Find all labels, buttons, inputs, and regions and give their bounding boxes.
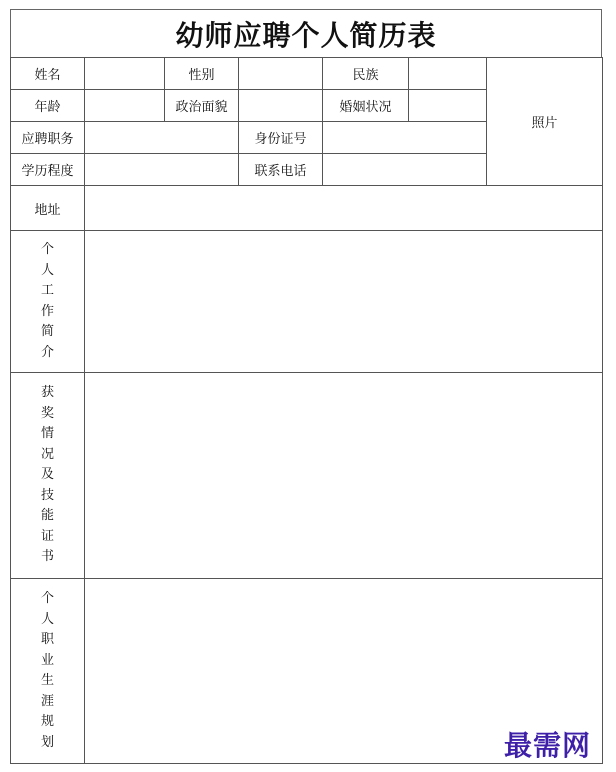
input-political-status[interactable] bbox=[239, 90, 323, 122]
input-address[interactable] bbox=[85, 186, 603, 231]
input-awards[interactable] bbox=[85, 373, 603, 579]
label-position: 应聘职务 bbox=[11, 122, 85, 154]
label-marital-status: 婚姻状况 bbox=[323, 90, 409, 122]
label-ethnicity: 民族 bbox=[323, 58, 409, 90]
form-title: 幼师应聘个人简历表 bbox=[10, 9, 602, 57]
label-char: 生 bbox=[40, 673, 54, 688]
label-political-status: 政治面貌 bbox=[165, 90, 239, 122]
input-ethnicity[interactable] bbox=[409, 58, 487, 90]
photo-cell[interactable]: 照片 bbox=[487, 58, 603, 186]
input-name[interactable] bbox=[85, 58, 165, 90]
label-work-intro bbox=[11, 231, 85, 373]
label-char: 个 bbox=[40, 242, 54, 257]
label-char: 涯 bbox=[40, 693, 54, 709]
input-age[interactable] bbox=[85, 90, 165, 122]
label-char: 情 bbox=[40, 426, 54, 442]
label-age: 年龄 bbox=[11, 90, 85, 122]
label-char: 介 bbox=[40, 344, 54, 360]
label-char: 奖 bbox=[40, 405, 54, 421]
label-char: 人 bbox=[40, 611, 54, 627]
resume-form bbox=[10, 9, 602, 764]
label-education: 学历程度 bbox=[11, 154, 85, 186]
label-char: 职 bbox=[40, 632, 54, 647]
label-char: 简 bbox=[40, 324, 54, 339]
vertical-label bbox=[11, 589, 84, 753]
label-char: 人 bbox=[40, 262, 54, 278]
label-char: 规 bbox=[40, 714, 54, 729]
vertical-label bbox=[11, 383, 84, 568]
label-char: 获 bbox=[40, 385, 54, 401]
input-id-number[interactable] bbox=[323, 122, 487, 154]
label-career-plan bbox=[11, 579, 85, 764]
label-awards bbox=[11, 373, 85, 579]
label-phone: 联系电话 bbox=[239, 154, 323, 186]
label-char: 况 bbox=[40, 446, 54, 462]
label-char: 及 bbox=[40, 467, 54, 483]
label-id-number: 身份证号 bbox=[239, 122, 323, 154]
resume-table bbox=[10, 57, 603, 764]
label-char: 业 bbox=[40, 652, 54, 668]
label-char: 划 bbox=[40, 734, 54, 750]
input-work-intro[interactable] bbox=[85, 231, 603, 373]
watermark-logo: 最需网 bbox=[504, 729, 592, 762]
label-char: 作 bbox=[40, 303, 54, 319]
input-marital-status[interactable] bbox=[409, 90, 487, 122]
label-address: 地址 bbox=[11, 186, 85, 231]
input-phone[interactable] bbox=[323, 154, 487, 186]
input-gender[interactable] bbox=[239, 58, 323, 90]
label-gender: 性别 bbox=[165, 58, 239, 90]
label-char: 证 bbox=[40, 528, 54, 544]
label-char: 能 bbox=[40, 508, 54, 524]
label-char: 个 bbox=[40, 591, 54, 606]
label-char: 技 bbox=[40, 487, 54, 503]
label-name: 姓名 bbox=[11, 58, 85, 90]
vertical-label bbox=[11, 240, 84, 363]
input-position[interactable] bbox=[85, 122, 239, 154]
input-education[interactable] bbox=[85, 154, 239, 186]
label-char: 工 bbox=[40, 283, 54, 298]
label-char: 书 bbox=[40, 549, 54, 565]
